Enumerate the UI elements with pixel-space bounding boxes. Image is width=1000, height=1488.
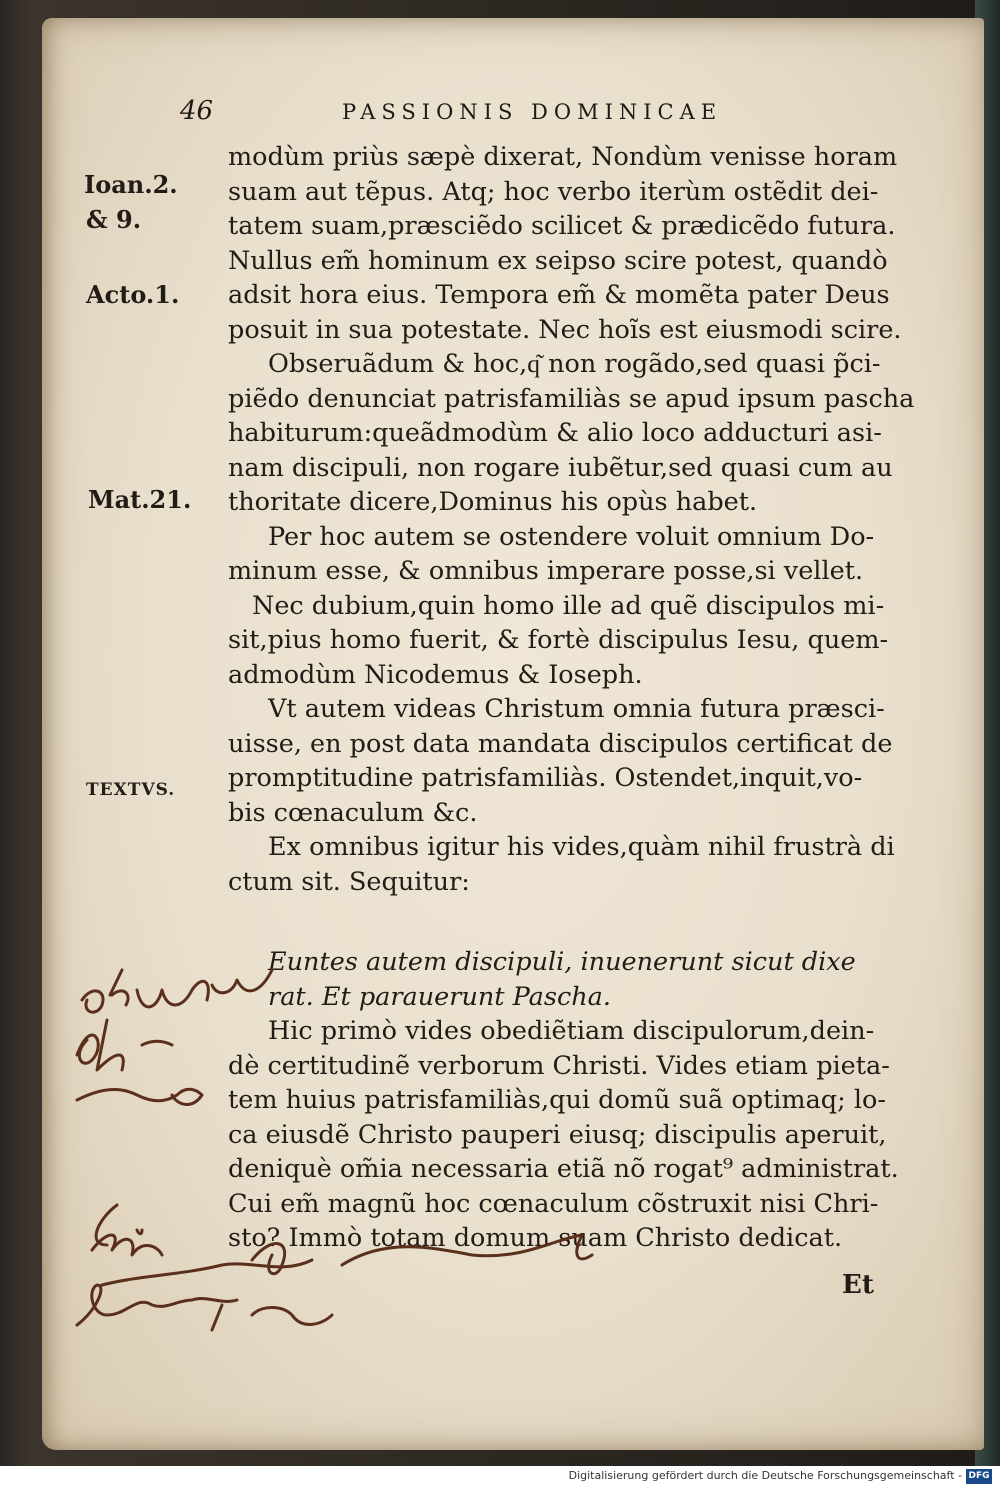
funding-credit: Digitalisierung gefördert durch die Deutsche Forschungsgemeinschaft - [568, 1469, 962, 1482]
text-line: promptitudine patrisfamiliàs. Ostendet,inquit,vo- [228, 763, 863, 793]
text-line: adsit hora eius. Tempora em̃ & momẽta pater Deus [228, 280, 890, 310]
text-line: bis cœnaculum &c. [228, 797, 478, 828]
text-line: Cui em̃ magnũ hoc cœnaculum cõstruxit nisi Chri- [228, 1188, 879, 1219]
text-line: Per hoc autem se ostendere voluit omnium Do- [268, 521, 875, 552]
text-line: Ex omnibus igitur his vides,quàm nihil frustrà di [268, 832, 895, 862]
scripture-line: rat. Et parauerunt Pascha. [268, 981, 611, 1012]
scripture-line: Euntes autem discipuli, inuenerunt sicut dixe [268, 947, 856, 977]
dfg-logo: DFG [966, 1469, 992, 1484]
text-line: modùm priùs sæpè dixerat, Nondùm venisse horam [228, 142, 898, 172]
text-line: Nullus em̃ hominum ex seipso scire potest, quandò [228, 245, 888, 276]
running-head [180, 96, 780, 136]
text-line: suam aut tẽpus. Atq; hoc verbo iterùm ostẽdit dei- [228, 176, 879, 207]
margin-note: Mat.21. [88, 485, 192, 514]
running-head-title: PASSIONIS DOMINICAE [342, 100, 723, 124]
text-line: tem huius patrisfamiliàs,qui domũ suã optimaq; lo- [228, 1085, 886, 1115]
text-line: ca eiusdẽ Christo pauperi eiusq; discipulis aperuit, [228, 1119, 887, 1150]
text-line: nam discipuli, non rogare iubẽtur,sed quasi cum au [228, 452, 893, 483]
text-line: dè certitudinẽ verborum Christi. Vides etiam pieta- [228, 1050, 890, 1081]
margin-note: TEXTVS. [86, 780, 176, 800]
text-line: piẽdo denunciat patrisfamiliàs se apud ipsum pascha [228, 383, 915, 414]
text-line: tatem suam,præsciẽdo scilicet & prædicẽdo futura. [228, 211, 896, 241]
catchword: Et [842, 1270, 874, 1300]
text-line: uisse, en post data mandata discipulos certificat de [228, 728, 893, 759]
text-line: Nec dubium,quin homo ille ad quẽ discipulos mi- [252, 590, 885, 621]
text-line: ctum sit. Sequitur: [228, 866, 470, 897]
margin-note: Acto.1. [86, 280, 180, 309]
text-line: deniquè om̃ia necessaria etiã nõ rogat⁹ administrat. [228, 1154, 899, 1184]
text-line: sit,pius homo fuerit, & fortè discipulus Iesu, quem- [228, 625, 889, 655]
text-line: sto? Immò totam domum suam Christo dedicat. [228, 1223, 843, 1253]
text-line: Obseruãdum & hoc,q͂ non rogãdo,sed quasi p̃ci- [268, 349, 881, 379]
digitization-footer [0, 1466, 1000, 1488]
margin-note: & 9. [86, 205, 142, 234]
text-line: minum esse, & omnibus imperare posse,si vellet. [228, 556, 864, 586]
page-number: 46 [180, 96, 214, 126]
text-line: Hic primò vides obediẽtiam discipulorum,dein- [268, 1016, 875, 1046]
margin-note: Ioan.2. [84, 170, 178, 199]
main-text-block [228, 140, 915, 1256]
text-line: posuit in sua potestate. Nec hoĩs est eiusmodi scire. [228, 314, 902, 345]
text-line: habiturum:queãdmodùm & alio loco adducturi asi- [228, 418, 882, 448]
text-line: Vt autem videas Christum omnia futura præsci- [268, 694, 885, 724]
text-line: admodùm Nicodemus & Ioseph. [228, 659, 643, 690]
text-line: thoritate dicere,Dominus his opùs habet. [228, 487, 758, 517]
